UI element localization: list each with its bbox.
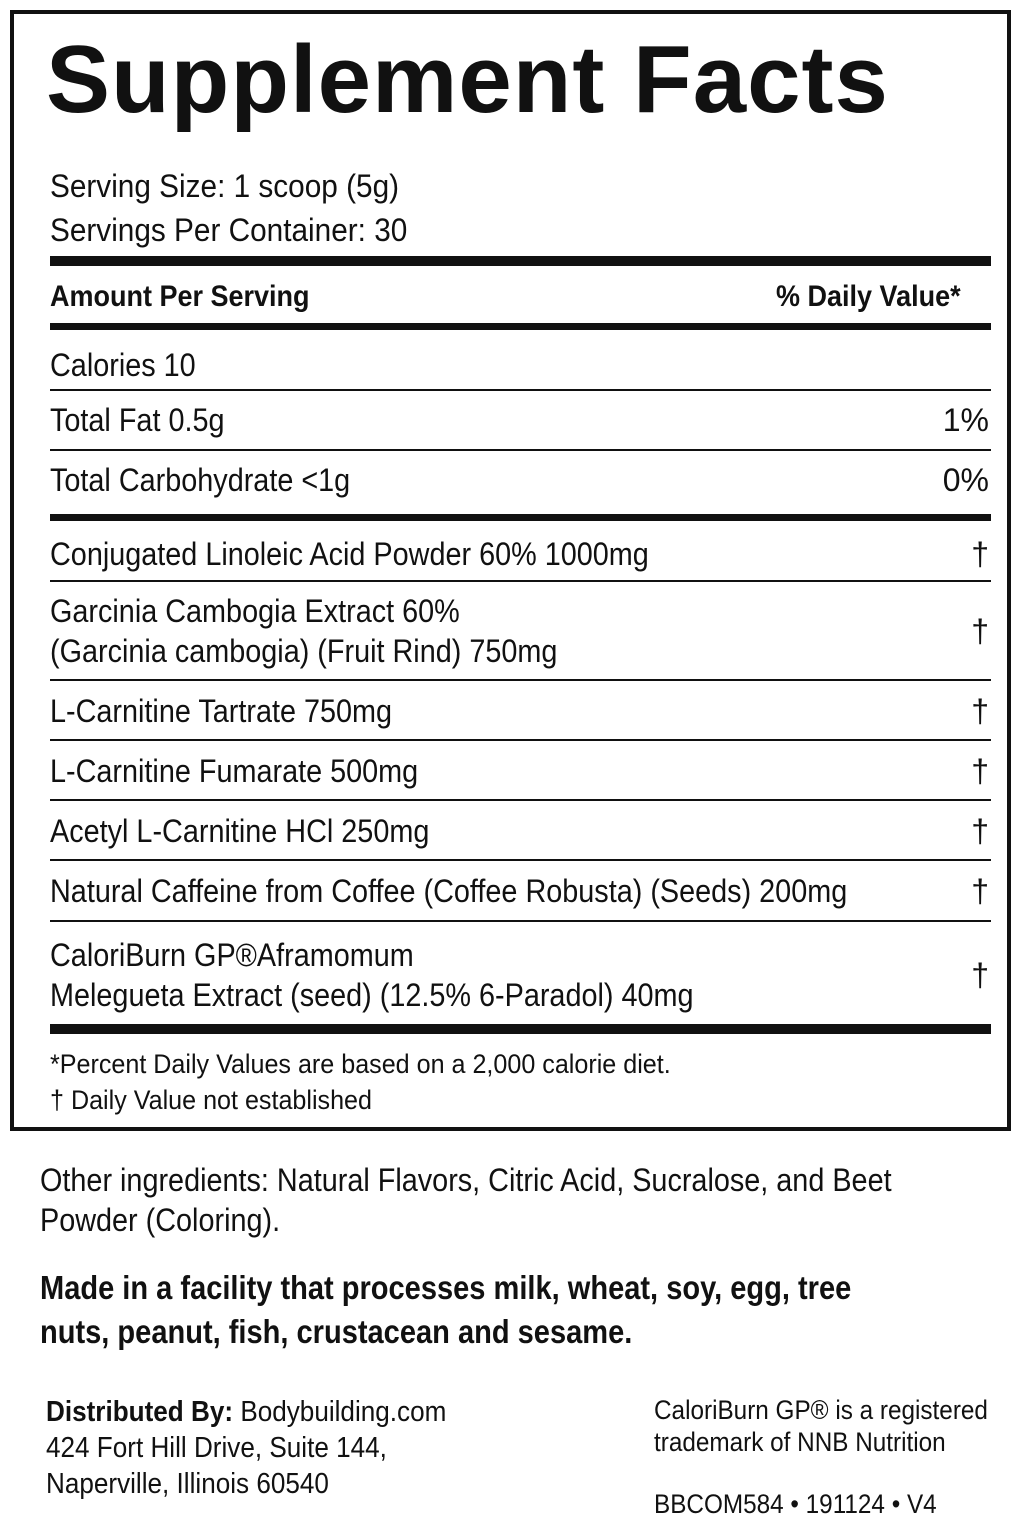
footnote-not-established: † Daily Value not established [50, 1085, 372, 1115]
label-title: Supplement Facts [46, 26, 889, 133]
trademark-line-2: trademark of NNB Nutrition [654, 1427, 946, 1457]
ingredient-name: Conjugated Linoleic Acid Powder 60% 1000mg [50, 536, 649, 572]
medium-divider [50, 323, 991, 330]
footnote-daily-values: *Percent Daily Values are based on a 2,000 calorie diet. [50, 1049, 671, 1079]
daily-value-header: % Daily Value* [776, 280, 961, 313]
servings-per-container: Servings Per Container: 30 [50, 212, 408, 248]
ingredient-name: Acetyl L-Carnitine HCl 250mg [50, 813, 430, 849]
daily-value: † [971, 873, 989, 909]
ingredient-row [50, 861, 991, 922]
ingredient-row [50, 521, 991, 582]
ingredient-row [50, 681, 991, 741]
daily-value: † [971, 536, 989, 572]
ingredient-row [50, 741, 991, 801]
nutrient-row [50, 340, 991, 391]
daily-value: † [971, 957, 989, 993]
nutrient-name: Total Fat 0.5g [50, 402, 225, 438]
ingredient-name-line-2: Melegueta Extract (seed) (12.5% 6-Paradol) 40mg [50, 977, 694, 1013]
amount-per-serving-header: Amount Per Serving [50, 280, 310, 313]
ingredient-name: CaloriBurn GP®Aframomum [50, 937, 414, 973]
ingredient-name: Garcinia Cambogia Extract 60% [50, 593, 460, 629]
distributor-block [46, 1394, 446, 1502]
daily-value: 0% [942, 462, 989, 498]
thick-divider [50, 256, 991, 266]
supplement-facts-panel [10, 10, 1011, 1131]
ingredient-name: Natural Caffeine from Coffee (Coffee Robusta) (Seeds) 200mg [50, 873, 848, 909]
daily-value: † [971, 753, 989, 789]
other-ingredients: Other ingredients: Natural Flavors, Citric Acid, Sucralose, and Beet Powder (Coloring). [40, 1162, 892, 1238]
product-code: BBCOM584 • 191124 • V4 [654, 1489, 937, 1519]
nutrient-row [50, 451, 991, 511]
ingredient-name-line-2: (Garcinia cambogia) (Fruit Rind) 750mg [50, 633, 558, 669]
distributor-name: Bodybuilding.com [240, 1396, 447, 1428]
ingredient-row [50, 801, 991, 861]
daily-value: † [971, 693, 989, 729]
nutrient-name: Total Carbohydrate <1g [50, 462, 351, 498]
nutrient-row [50, 391, 991, 451]
ingredient-row [50, 582, 991, 681]
thick-divider [50, 1024, 991, 1034]
daily-value: † [971, 813, 989, 849]
distributor-address-line-2: Naperville, Illinois 60540 [46, 1468, 329, 1500]
serving-size: Serving Size: 1 scoop (5g) [50, 168, 400, 204]
ingredient-row [50, 922, 991, 1022]
distributor-address-line-1: 424 Fort Hill Drive, Suite 144, [46, 1432, 387, 1464]
nutrient-name: Calories 10 [50, 347, 196, 383]
daily-value: † [971, 613, 989, 649]
distributor-label: Distributed By: [46, 1396, 234, 1428]
ingredient-name: L-Carnitine Fumarate 500mg [50, 753, 419, 789]
ingredient-name: L-Carnitine Tartrate 750mg [50, 693, 393, 729]
allergen-statement: Made in a facility that processes milk, wheat, soy, egg, tree nuts, peanut, fish, crustacean and sesame. [40, 1269, 852, 1350]
trademark-notice [654, 1394, 988, 1458]
trademark-line-1: CaloriBurn GP® is a registered [654, 1395, 988, 1425]
daily-value: 1% [942, 402, 989, 438]
medium-divider [50, 514, 991, 521]
